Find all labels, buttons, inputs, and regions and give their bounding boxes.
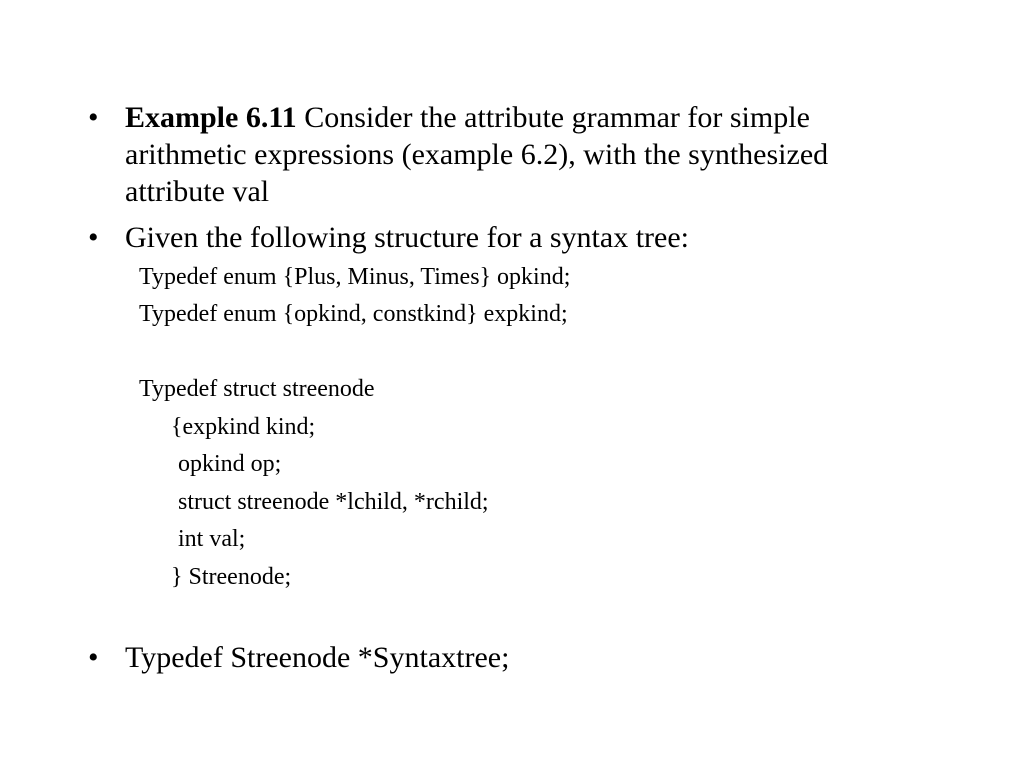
bullet-text: Given the following structure for a syntax tree: — [125, 221, 689, 254]
code-line-child-fields: struct streenode *lchild, *rchild; — [178, 489, 489, 515]
bullet-text: Typedef Streenode *Syntaxtree; — [125, 641, 510, 674]
code-line-val-field: int val; — [178, 526, 246, 552]
bullet-marker: • — [88, 101, 99, 134]
code-line-kind-field: {expkind kind; — [171, 414, 316, 440]
code-line-opkind: Typedef enum {Plus, Minus, Times} opkind; — [139, 264, 571, 290]
bullet-text-line-1: Consider the attribute grammar for simple — [296, 101, 810, 134]
bullet-marker: • — [88, 641, 99, 674]
example-label: Example 6.11 — [125, 101, 297, 134]
bullet-syntaxtree-typedef — [88, 639, 948, 676]
code-line-struct-close: } Streenode; — [171, 564, 292, 590]
bullet-syntax-tree-structure — [88, 219, 948, 256]
bullet-example-6-11 — [88, 99, 948, 210]
code-line-expkind: Typedef enum {opkind, constkind} expkind; — [139, 301, 568, 327]
bullet-text — [125, 99, 948, 210]
code-line-struct-header: Typedef struct streenode — [139, 376, 375, 402]
bullet-marker: • — [88, 221, 99, 254]
bullet-text-line-3: attribute val — [125, 175, 270, 208]
bullet-text-line-2: arithmetic expressions (example 6.2), with the synthesized — [125, 138, 829, 171]
code-line-op-field: opkind op; — [178, 451, 282, 477]
